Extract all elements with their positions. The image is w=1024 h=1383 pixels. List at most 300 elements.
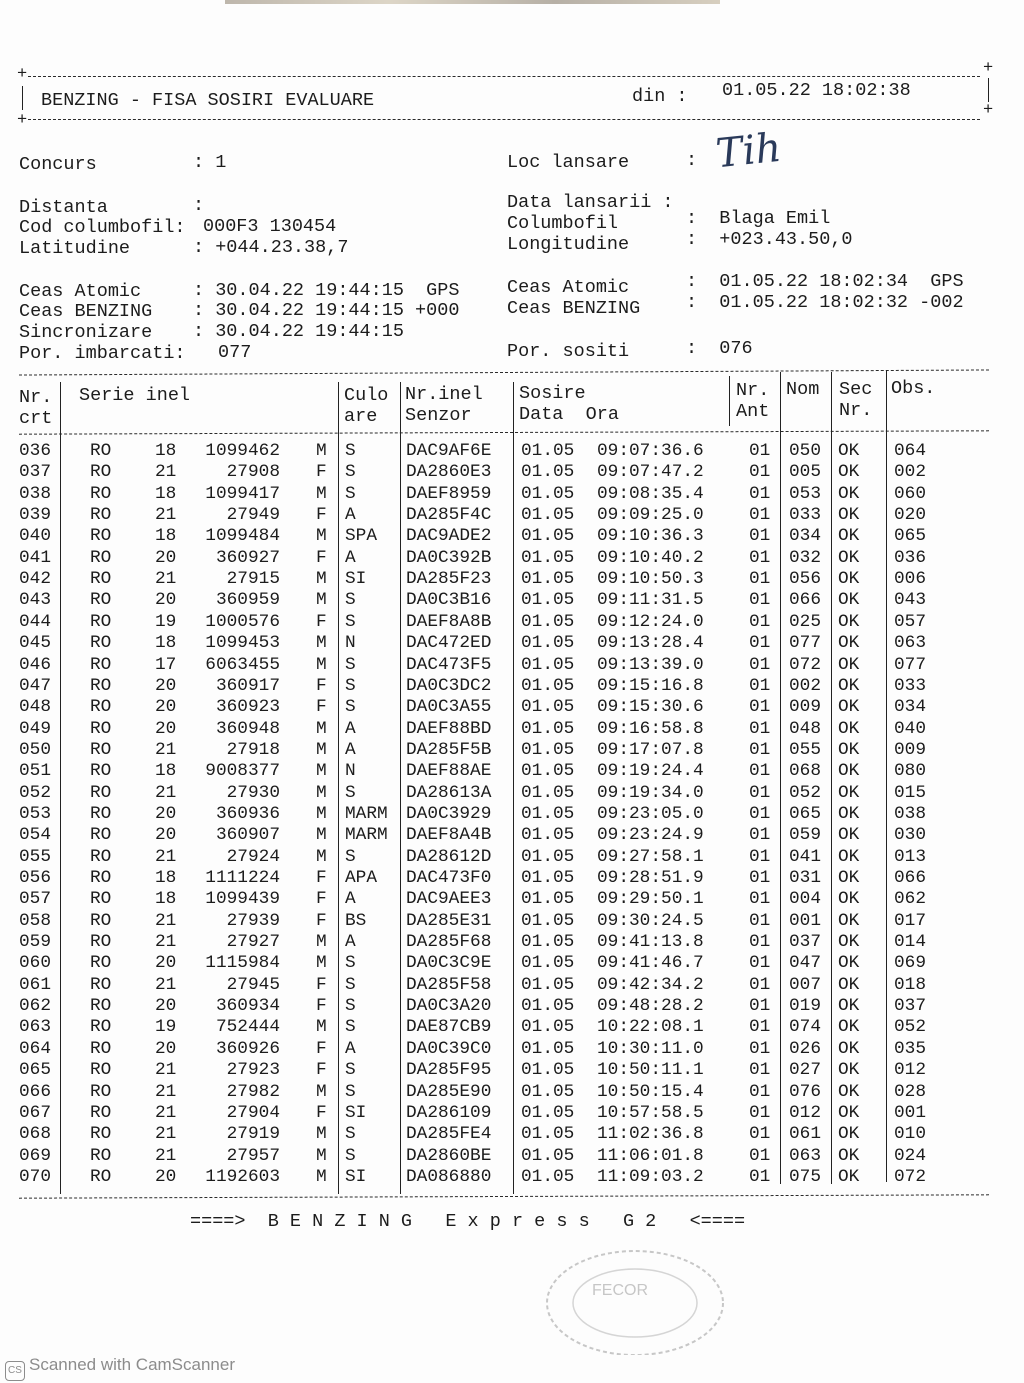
ring-number: 1099484 <box>205 526 280 547</box>
din-label: din : <box>632 86 688 107</box>
table-row <box>0 740 1024 761</box>
sex: M <box>316 782 327 803</box>
row-number: 038 <box>19 483 52 504</box>
table-row <box>0 761 1024 782</box>
obs-number: 069 <box>894 953 927 974</box>
color: S <box>345 996 356 1017</box>
ring-number: 360923 <box>215 697 280 718</box>
ring-year: 20 <box>155 547 177 568</box>
row-number: 067 <box>19 1102 52 1123</box>
sensor-ring: DAEF8A8B <box>406 611 492 632</box>
nom-number: 019 <box>789 996 822 1017</box>
ring-number: 9008377 <box>205 761 280 782</box>
stamp-seal <box>540 1245 730 1355</box>
row-number: 070 <box>19 1166 52 1187</box>
row-number: 063 <box>19 1017 52 1038</box>
sensor-ring: DA0C3A20 <box>406 996 492 1017</box>
sex: F <box>316 505 327 526</box>
arrival-time: 09:12:24.0 <box>597 611 704 632</box>
ring-country: RO <box>90 953 112 974</box>
antenna-number: 01 <box>749 910 771 931</box>
antenna-number: 01 <box>749 675 771 696</box>
sex: M <box>316 569 327 590</box>
ring-country: RO <box>90 441 112 461</box>
ring-year: 18 <box>155 868 177 888</box>
ring-number: 27982 <box>226 1081 280 1102</box>
arrival-time: 09:27:58.1 <box>597 846 704 867</box>
table-row <box>0 719 1024 740</box>
arrival-date: 01.05 <box>521 505 575 526</box>
ring-country: RO <box>90 996 112 1017</box>
arrival-time: 09:15:16.8 <box>597 675 704 696</box>
row-number: 041 <box>19 547 52 568</box>
ring-year: 21 <box>155 505 177 526</box>
ring-year: 21 <box>155 1145 177 1166</box>
table-row <box>0 953 1024 974</box>
obs-number: 052 <box>894 1017 927 1038</box>
row-number: 057 <box>19 889 52 910</box>
col-header-culo: Culo <box>344 385 389 406</box>
row-number: 046 <box>19 654 52 675</box>
obs-number: 043 <box>894 590 927 611</box>
col-header-nom: Nom <box>786 379 820 400</box>
arrival-date: 01.05 <box>521 825 575 846</box>
concurs-value: : 1 <box>193 152 227 173</box>
arrival-date: 01.05 <box>521 590 575 611</box>
sex: M <box>316 718 327 739</box>
ring-year: 18 <box>155 761 177 782</box>
arrival-time: 09:41:46.7 <box>597 953 704 974</box>
latitudine-label: Latitudine <box>19 238 131 259</box>
color: A <box>345 1038 356 1059</box>
antenna-number: 01 <box>749 846 771 867</box>
col-header-sosire: Sosire <box>519 383 586 404</box>
obs-number: 037 <box>894 996 927 1017</box>
ring-country: RO <box>90 1166 112 1187</box>
table-row <box>0 889 1024 910</box>
nom-number: 055 <box>789 739 822 760</box>
antenna-number: 01 <box>749 868 771 888</box>
nom-number: 076 <box>789 1081 822 1102</box>
antenna-number: 01 <box>749 1166 771 1187</box>
sensor-ring: DAC473F5 <box>406 654 492 675</box>
ring-country: RO <box>90 932 112 953</box>
row-number: 066 <box>19 1081 52 1102</box>
sensor-ring: DA285F5B <box>406 739 492 760</box>
ring-year: 20 <box>155 675 177 696</box>
ceas-atomic-label: Ceas Atomic <box>19 281 142 302</box>
nom-number: 052 <box>789 782 822 803</box>
nom-number: 068 <box>789 761 822 782</box>
table-row <box>0 1082 1024 1103</box>
arrival-time: 09:10:36.3 <box>597 526 704 547</box>
antenna-number: 01 <box>749 1081 771 1102</box>
security-status: OK <box>838 462 860 483</box>
color: S <box>345 697 356 718</box>
arrival-date: 01.05 <box>521 846 575 867</box>
sensor-ring: DA285F4C <box>406 505 492 526</box>
box-corner: + <box>17 111 28 130</box>
obs-number: 013 <box>894 846 927 867</box>
obs-number: 012 <box>894 1060 927 1081</box>
obs-number: 009 <box>894 739 927 760</box>
ring-country: RO <box>90 569 112 590</box>
security-status: OK <box>838 1166 860 1187</box>
table-row <box>0 569 1024 590</box>
security-status: OK <box>838 654 860 675</box>
longitudine-value: : +023.43.50,0 <box>686 229 853 250</box>
arrival-date: 01.05 <box>521 910 575 931</box>
arrival-date: 01.05 <box>521 868 575 888</box>
concurs-label: Concurs <box>19 154 97 175</box>
antenna-number: 01 <box>749 1102 771 1123</box>
ring-number: 27919 <box>226 1124 280 1145</box>
ring-number: 1000576 <box>205 611 280 632</box>
obs-number: 040 <box>894 718 927 739</box>
nom-number: 075 <box>789 1166 822 1187</box>
arrival-date: 01.05 <box>521 974 575 995</box>
antenna-number: 01 <box>749 505 771 526</box>
arrival-time: 09:11:31.5 <box>597 590 704 611</box>
table-top-border <box>19 369 989 375</box>
row-number: 047 <box>19 675 52 696</box>
sex: M <box>316 825 327 846</box>
col-header-data-ora: Data Ora <box>519 404 619 425</box>
sensor-ring: DA086880 <box>406 1166 492 1187</box>
ring-country: RO <box>90 782 112 803</box>
security-status: OK <box>838 996 860 1017</box>
ring-number: 360934 <box>215 996 280 1017</box>
table-row <box>0 484 1024 505</box>
security-status: OK <box>838 1017 860 1038</box>
arrival-time: 09:13:39.0 <box>597 654 704 675</box>
table-row <box>0 932 1024 953</box>
ring-year: 21 <box>155 974 177 995</box>
arrival-date: 01.05 <box>521 996 575 1017</box>
nom-number: 061 <box>789 1124 822 1145</box>
ring-number: 360959 <box>215 590 280 611</box>
obs-number: 064 <box>894 441 927 461</box>
arrival-date: 01.05 <box>521 932 575 953</box>
sensor-ring: DAEF8959 <box>406 483 492 504</box>
row-number: 062 <box>19 996 52 1017</box>
ring-number: 27949 <box>226 505 280 526</box>
por-sositi-label: Por. sositi <box>507 341 630 362</box>
row-number: 037 <box>19 462 52 483</box>
footer-benzing-express: ====> B E N Z I N G E x p r e s s G 2 <==== <box>190 1211 746 1232</box>
camscanner-text: Scanned with CamScanner <box>29 1355 236 1374</box>
sex: F <box>316 910 327 931</box>
row-number: 052 <box>19 782 52 803</box>
camscanner-watermark <box>5 1355 235 1381</box>
arrival-time: 10:22:08.1 <box>597 1017 704 1038</box>
arrival-time: 11:09:03.2 <box>597 1166 704 1187</box>
table-row <box>0 1103 1024 1124</box>
color: S <box>345 1060 356 1081</box>
table-row <box>0 676 1024 697</box>
row-number: 056 <box>19 868 52 888</box>
sensor-ring: DA0C3B16 <box>406 590 492 611</box>
color: S <box>345 1124 356 1145</box>
color: S <box>345 1017 356 1038</box>
sex: M <box>316 654 327 675</box>
columbofil-value: : Blaga Emil <box>686 208 831 229</box>
table-row <box>0 462 1024 483</box>
sex: M <box>316 761 327 782</box>
sex: M <box>316 590 327 611</box>
ring-year: 21 <box>155 1102 177 1123</box>
row-number: 049 <box>19 718 52 739</box>
sensor-ring: DA0C392B <box>406 547 492 568</box>
sensor-ring: DA0C3929 <box>406 803 492 824</box>
sensor-ring: DA285F58 <box>406 974 492 995</box>
nom-number: 048 <box>789 718 822 739</box>
ring-country: RO <box>90 1038 112 1059</box>
arrival-time: 10:50:15.4 <box>597 1081 704 1102</box>
arrival-time: 11:06:01.8 <box>597 1145 704 1166</box>
row-number: 045 <box>19 633 52 654</box>
sensor-ring: DAC473F0 <box>406 868 492 888</box>
security-status: OK <box>838 739 860 760</box>
ring-country: RO <box>90 1017 112 1038</box>
row-number: 036 <box>19 441 52 461</box>
sensor-ring: DA2860E3 <box>406 462 492 483</box>
arrival-date: 01.05 <box>521 697 575 718</box>
table-row <box>0 505 1024 526</box>
security-status: OK <box>838 675 860 696</box>
ring-year: 18 <box>155 633 177 654</box>
header-bottom-border <box>28 119 980 120</box>
nom-number: 007 <box>789 974 822 995</box>
nom-number: 026 <box>789 1038 822 1059</box>
loc-lansare-label: Loc lansare <box>507 152 630 173</box>
color: A <box>345 718 356 739</box>
row-number: 060 <box>19 953 52 974</box>
loc-lansare-sep: : <box>686 150 698 171</box>
loc-lansare-handwritten: Tih <box>713 124 784 178</box>
arrival-time: 10:30:11.0 <box>597 1038 704 1059</box>
ceas-benzing-label: Ceas BENZING <box>19 301 153 322</box>
sincronizare-value: : 30.04.22 19:44:15 <box>193 321 404 342</box>
nom-number: 027 <box>789 1060 822 1081</box>
arrival-date: 01.05 <box>521 547 575 568</box>
obs-number: 030 <box>894 825 927 846</box>
sex: M <box>316 739 327 760</box>
antenna-number: 01 <box>749 569 771 590</box>
ring-year: 20 <box>155 1038 177 1059</box>
obs-number: 057 <box>894 611 927 632</box>
color: A <box>345 547 356 568</box>
table-row <box>0 655 1024 676</box>
nom-number: 072 <box>789 654 822 675</box>
ring-country: RO <box>90 590 112 611</box>
ring-country: RO <box>90 910 112 931</box>
table-row <box>0 1146 1024 1167</box>
antenna-number: 01 <box>749 718 771 739</box>
ring-year: 21 <box>155 1124 177 1145</box>
color: S <box>345 590 356 611</box>
ring-number: 27915 <box>226 569 280 590</box>
color: A <box>345 889 356 910</box>
arrival-date: 01.05 <box>521 1102 575 1123</box>
cod-columbofil-value: 000F3 130454 <box>203 216 337 237</box>
ring-year: 18 <box>155 526 177 547</box>
security-status: OK <box>838 932 860 953</box>
ring-country: RO <box>90 483 112 504</box>
sensor-ring: DA0C3A55 <box>406 697 492 718</box>
arrival-time: 09:23:24.9 <box>597 825 704 846</box>
table-row <box>0 548 1024 569</box>
col-header-obs: Obs. <box>891 378 936 399</box>
arrival-time: 11:02:36.8 <box>597 1124 704 1145</box>
nom-number: 033 <box>789 505 822 526</box>
ring-number: 27908 <box>226 462 280 483</box>
sex: M <box>316 441 327 461</box>
arrival-time: 09:07:36.6 <box>597 441 704 461</box>
color: SPA <box>345 526 378 547</box>
color: APA <box>345 868 378 888</box>
color: MARM <box>345 803 388 824</box>
sensor-ring: DAE87CB9 <box>406 1017 492 1038</box>
arrival-date: 01.05 <box>521 718 575 739</box>
color: S <box>345 974 356 995</box>
header-left-border <box>22 86 23 110</box>
security-status: OK <box>838 1102 860 1123</box>
arrival-time: 09:19:34.0 <box>597 782 704 803</box>
antenna-number: 01 <box>749 441 771 461</box>
ring-year: 21 <box>155 739 177 760</box>
antenna-number: 01 <box>749 1060 771 1081</box>
table-row <box>0 590 1024 611</box>
col-header-are: are <box>344 406 378 427</box>
color: SI <box>345 1102 367 1123</box>
sensor-ring: DA2860BE <box>406 1145 492 1166</box>
ring-year: 17 <box>155 654 177 675</box>
ring-country: RO <box>90 505 112 526</box>
ring-year: 19 <box>155 1017 177 1038</box>
security-status: OK <box>838 1038 860 1059</box>
table-row <box>0 1017 1024 1038</box>
stamp-text: FECOR <box>592 1282 648 1299</box>
ring-number: 1099439 <box>205 889 280 910</box>
security-status: OK <box>838 974 860 995</box>
arrival-time: 09:29:50.1 <box>597 889 704 910</box>
color: S <box>345 483 356 504</box>
ring-number: 360948 <box>215 718 280 739</box>
camscanner-icon: CS <box>5 1361 25 1381</box>
nom-number: 053 <box>789 483 822 504</box>
sensor-ring: DA28613A <box>406 782 492 803</box>
security-status: OK <box>838 547 860 568</box>
obs-number: 001 <box>894 1102 927 1123</box>
color: A <box>345 932 356 953</box>
ring-country: RO <box>90 462 112 483</box>
ring-country: RO <box>90 1124 112 1145</box>
box-corner: + <box>983 101 994 120</box>
column-separator <box>729 376 730 426</box>
ring-year: 20 <box>155 697 177 718</box>
table-row <box>0 911 1024 932</box>
nom-number: 066 <box>789 590 822 611</box>
table-row <box>0 825 1024 846</box>
ring-year: 20 <box>155 590 177 611</box>
col-header-nr-ant-1: Nr. <box>736 380 770 401</box>
nom-number: 031 <box>789 868 822 888</box>
arrival-time: 09:48:28.2 <box>597 996 704 1017</box>
sex: M <box>316 953 327 974</box>
nom-number: 063 <box>789 1145 822 1166</box>
sex: F <box>316 675 327 696</box>
ring-number: 1111224 <box>205 868 280 888</box>
ring-country: RO <box>90 761 112 782</box>
color: S <box>345 654 356 675</box>
security-status: OK <box>838 718 860 739</box>
obs-number: 036 <box>894 547 927 568</box>
nom-number: 012 <box>789 1102 822 1123</box>
color: N <box>345 633 356 654</box>
arrival-date: 01.05 <box>521 441 575 461</box>
sensor-ring: DA285E31 <box>406 910 492 931</box>
nom-number: 074 <box>789 1017 822 1038</box>
cod-columbofil-label: Cod columbofil: <box>19 217 186 238</box>
obs-number: 035 <box>894 1038 927 1059</box>
color: SI <box>345 569 367 590</box>
security-status: OK <box>838 846 860 867</box>
columbofil-label: Columbofil <box>507 213 619 234</box>
arrival-date: 01.05 <box>521 569 575 590</box>
por-imbarcati-label: Por. imbarcati: <box>19 343 186 364</box>
row-number: 051 <box>19 761 52 782</box>
security-status: OK <box>838 1145 860 1166</box>
table-row <box>0 526 1024 547</box>
arrival-date: 01.05 <box>521 1124 575 1145</box>
arrival-time: 09:10:40.2 <box>597 547 704 568</box>
ring-year: 21 <box>155 1081 177 1102</box>
obs-number: 006 <box>894 569 927 590</box>
ring-number: 27930 <box>226 782 280 803</box>
sex: M <box>316 932 327 953</box>
table-row <box>0 1124 1024 1145</box>
nom-number: 025 <box>789 611 822 632</box>
row-number: 061 <box>19 974 52 995</box>
por-imbarcati-value: 077 <box>218 342 252 363</box>
antenna-number: 01 <box>749 697 771 718</box>
document-title: BENZING - FISA SOSIRI EVALUARE <box>41 90 375 111</box>
table-bottom-border <box>19 1194 989 1198</box>
ring-number: 1099417 <box>205 483 280 504</box>
antenna-number: 01 <box>749 654 771 675</box>
obs-number: 038 <box>894 803 927 824</box>
sex: F <box>316 697 327 718</box>
arrival-date: 01.05 <box>521 761 575 782</box>
arrival-time: 09:15:30.6 <box>597 697 704 718</box>
arrival-date: 01.05 <box>521 1038 575 1059</box>
sex: F <box>316 547 327 568</box>
ring-country: RO <box>90 1060 112 1081</box>
sensor-ring: DA285F95 <box>406 1060 492 1081</box>
obs-number: 034 <box>894 697 927 718</box>
ring-country: RO <box>90 697 112 718</box>
arrival-date: 01.05 <box>521 654 575 675</box>
table-row <box>0 996 1024 1017</box>
obs-number: 024 <box>894 1145 927 1166</box>
ceas-atomic-right-value: : 01.05.22 18:02:34 GPS <box>686 271 964 292</box>
security-status: OK <box>838 441 860 461</box>
antenna-number: 01 <box>749 932 771 953</box>
arrival-time: 09:28:51.9 <box>597 868 704 888</box>
obs-number: 072 <box>894 1166 927 1187</box>
ring-country: RO <box>90 974 112 995</box>
